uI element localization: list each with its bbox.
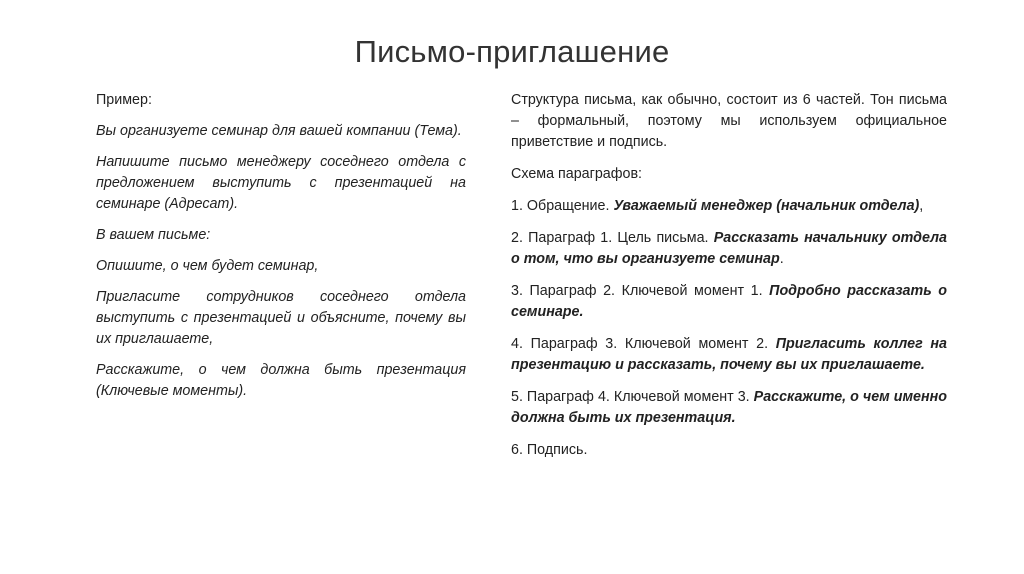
example-in-letter: В вашем письме: [96, 227, 211, 243]
item-emphasis: Рассказать начальнику отдела о том, что вы организуете семинар [511, 230, 947, 267]
item-prefix: 5. Параграф 4. Ключевой момент 3. [511, 389, 754, 405]
paragraph-item-4 [511, 334, 947, 376]
item-emphasis: Уважаемый менеджер (начальник отдела) [613, 198, 920, 214]
structure-intro: Структура письма, как обычно, состоит из 6 частей. Тон письма – формальный, поэтому мы используем официальное приветствие и подпись. [511, 92, 947, 150]
paragraph-item-1 [511, 196, 947, 217]
paragraph-item-5 [511, 387, 947, 429]
example-point-3: Расскажите, о чем должна быть презентация (Ключевые моменты). [96, 362, 466, 399]
example-instruction: Напишите письмо менеджеру соседнего отдела с предложением выступить с презентацией на семинаре (Адресат). [96, 154, 466, 212]
item-suffix: , [919, 198, 924, 214]
example-column [96, 90, 466, 412]
item-prefix: 4. Параграф 3. Ключевой момент 2. [511, 336, 776, 352]
paragraph-item-2 [511, 228, 947, 270]
item-prefix: 2. Параграф 1. Цель письма. [511, 230, 714, 246]
example-point-1: Опишите, о чем будет семинар, [96, 258, 319, 274]
item-emphasis: Расскажите, о чем именно должна быть их презентация. [511, 389, 947, 426]
item-prefix: 3. Параграф 2. Ключевой момент 1. [511, 283, 770, 299]
example-task: Вы организуете семинар для вашей компании (Тема). [96, 123, 462, 139]
structure-column [511, 90, 947, 472]
item-suffix: . [779, 251, 784, 267]
item-prefix: 1. Обращение. [511, 198, 614, 214]
item-emphasis: Пригласить коллег на презентацию и рассказать, почему вы их приглашаете. [511, 336, 947, 373]
scheme-label: Схема параграфов: [511, 166, 643, 182]
slide-title: Письмо-приглашение [354, 34, 670, 69]
signature-item: 6. Подпись. [511, 442, 588, 458]
example-point-2: Пригласите сотрудников соседнего отдела выступить с презентацией и объясните, почему вы их приглашаете, [96, 289, 466, 347]
example-label: Пример: [96, 92, 152, 108]
item-emphasis: Подробно рассказать о семинаре. [511, 283, 948, 320]
paragraph-item-3 [511, 281, 947, 323]
